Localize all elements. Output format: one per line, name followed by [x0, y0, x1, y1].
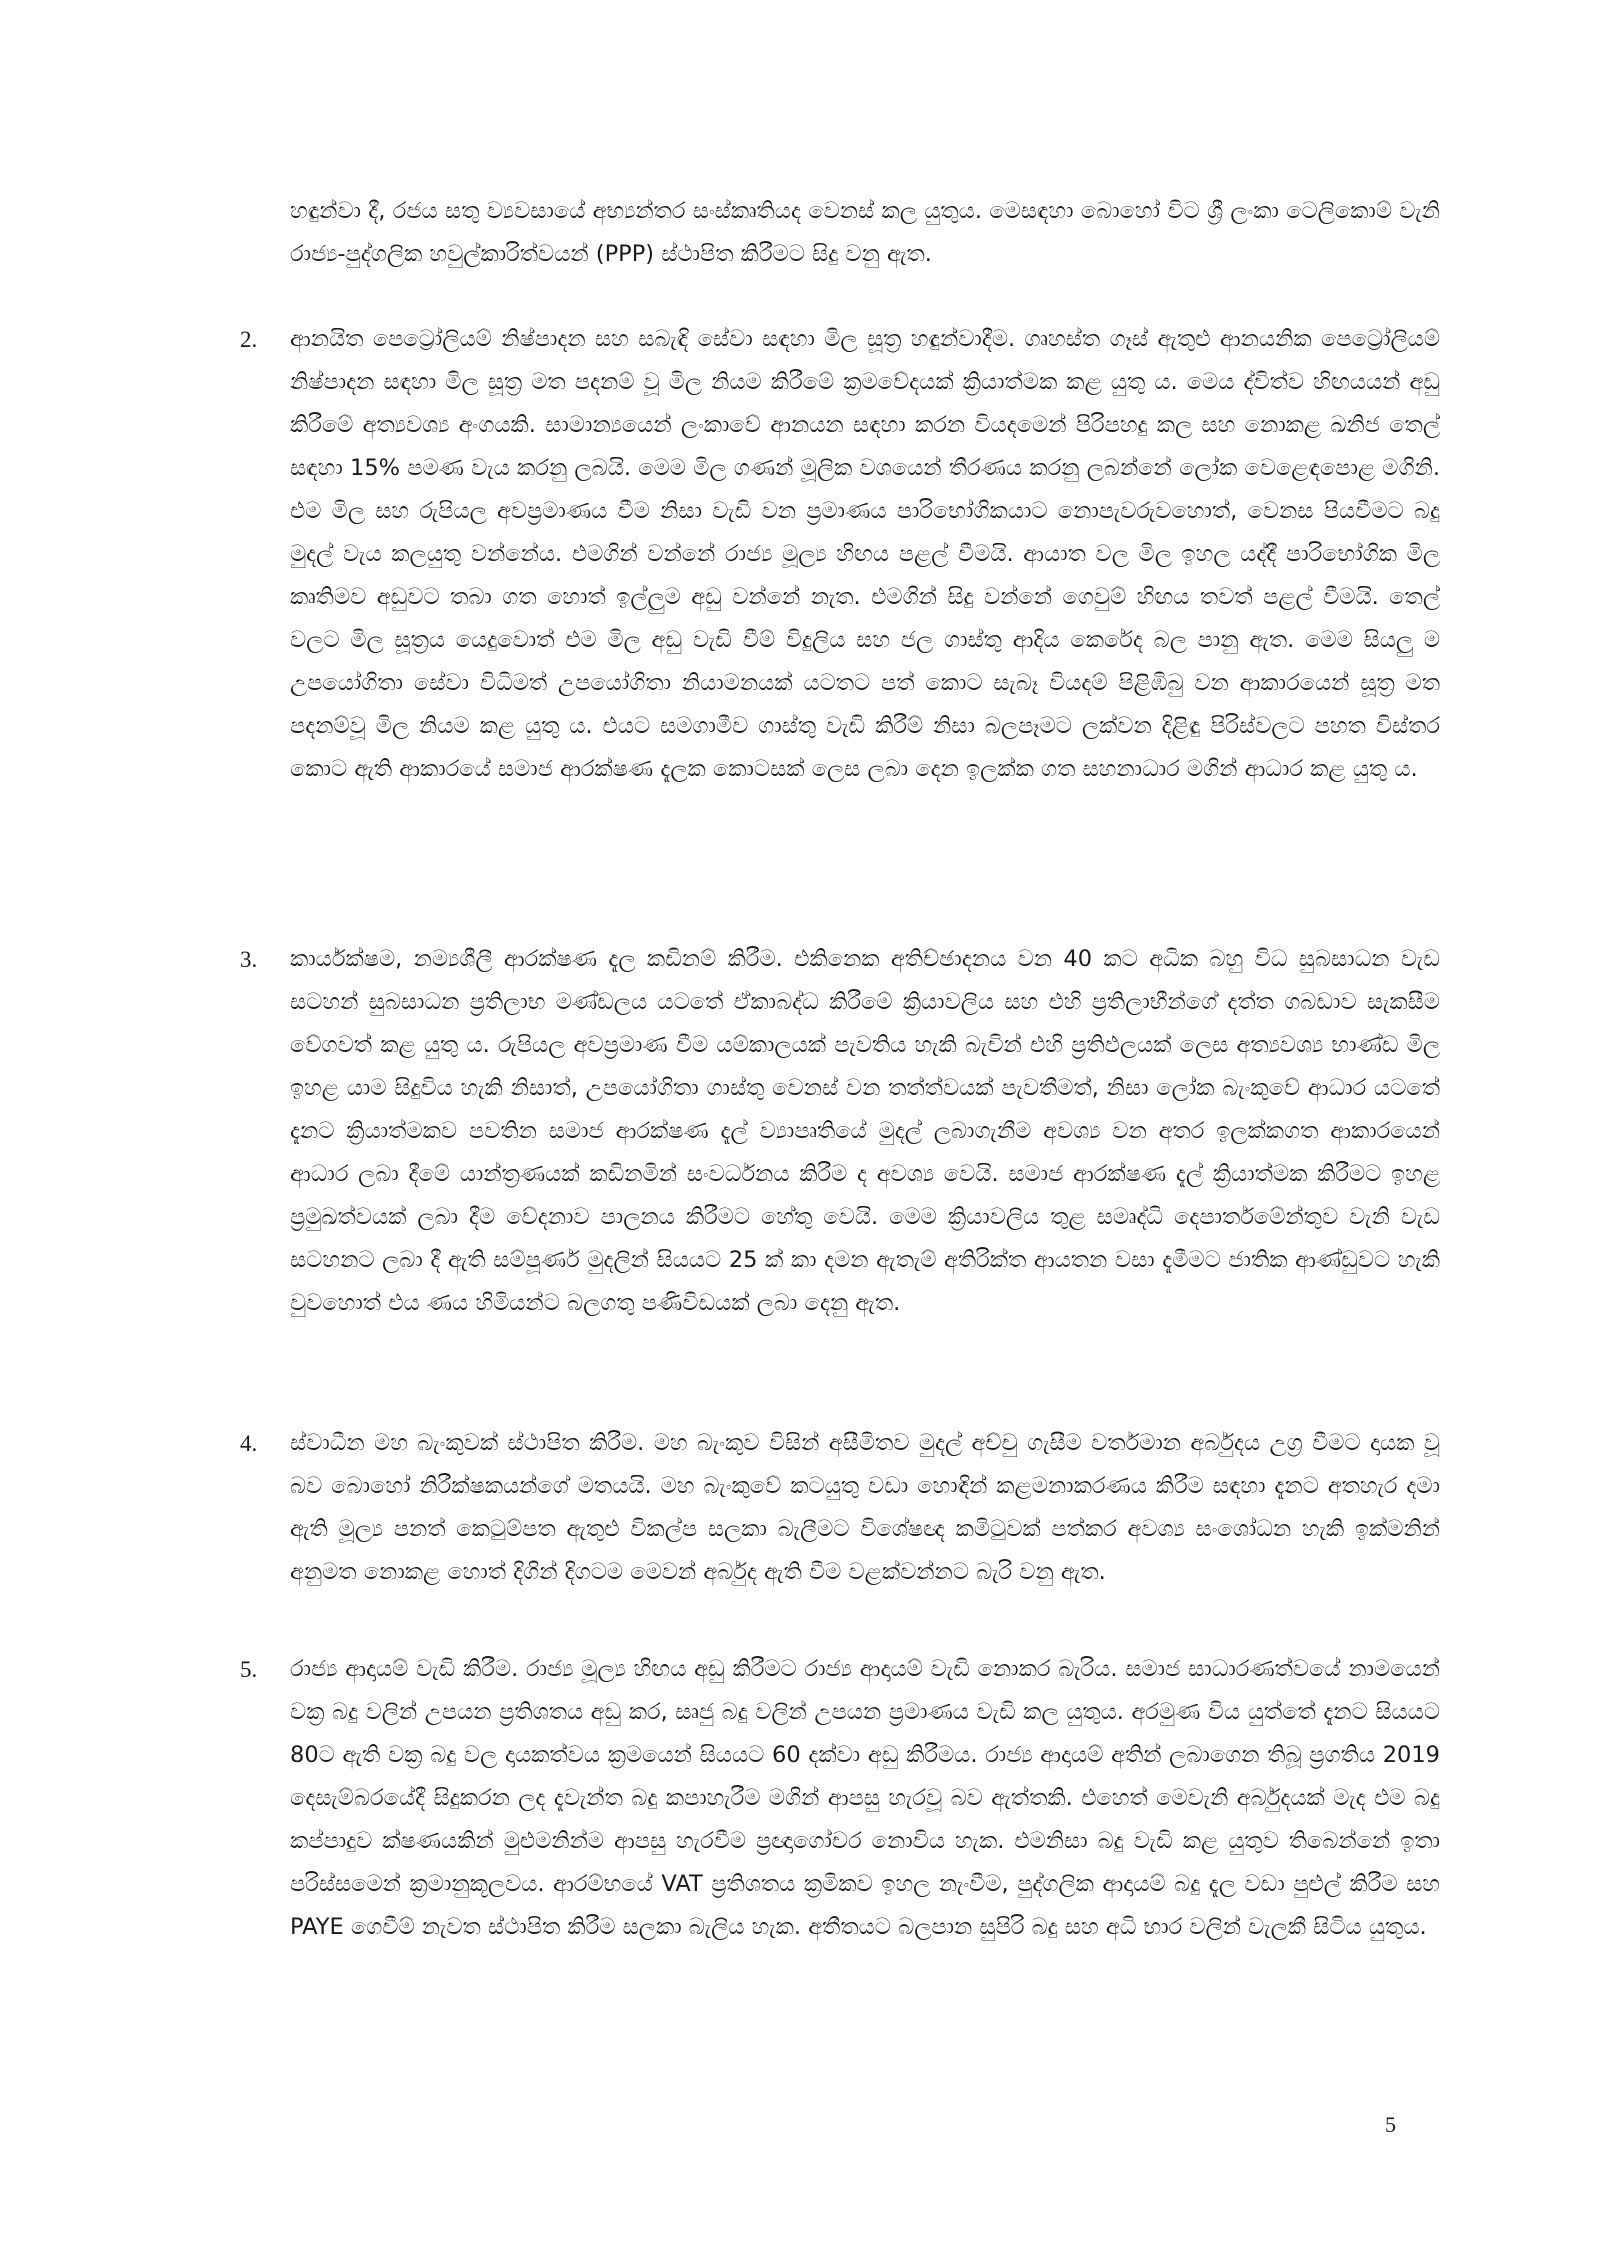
- item-text: රාජ්‍ය ආදායම් වැඩි කිරීම. රාජ්‍ය මූල්‍ය හිඟය අඩු කිරීමට රාජ්‍ය ආදායම් වැඩි නොකර බැරිය. සමාජ සාධාරණත්වයේ නාමයෙන් වක්‍ර බදු වලින් උපයන ප්‍රතිශතය අඩු කර, සෘජු බදු වලින් උපයන ප්‍රමාණය වැඩි කල යුතුය. අරමුණ විය යුත්තේ දැනට සියයට 80ට ඇති වක්‍ර බදු වල දායකත්වය ක්‍රමයෙන් සියයට 60 දක්වා අඩු කිරීමය. රාජ්‍ය ආදායම් අතින් ලබාගෙන තිබූ ප්‍රගතිය 2019 දෙසැම්බරයේදී සිදුකරන ලද දැවැන්ත බදු කපාහැරීම මගින් ආපසු හැරවූ බව ඇත්තකි. එහෙත් මෙවැනි අර්බුදයක් මැද එම බදු කප්පාදුව ක්ෂණයකින් මුළුමනින්ම ආපසු හැරවීම ප්‍රඥාගෝචර නොවිය හැක. එමනිසා බදු වැඩි කළ යුතුව තිබෙන්නේ ඉතා පරිස්සමෙන් ක්‍රමානුකූලවය. ආරම්භයේ VAT ප්‍රතිශතය ක්‍රමිකව ඉහල නැංවීම, පුද්ගලික ආදායම් බදු දැල වඩා පුළුල් කිරීම සහ PAYE ගෙවීම් නැවත ස්ථාපිත කිරීම සලකා බැලිය හැක. අතීතයට බලපාන සුපිරි බදු සහ අධි භාර වලින් වැලකී සිටිය යුතුය.: [290, 1656, 1440, 1940]
- item-text: ස්වාධීන මහ බැංකුවක් ස්ථාපිත කිරීම. මහ බැංකුව විසින් අසීමිතව මුදල් අච්චු ගැසීම වර්තමාන අර්බුදය උග්‍ර වීමට දායක වූ බව බොහෝ නිරීක්ෂකයන්ගේ මතයයි. මහ බැංකුවේ කටයුතු වඩා හොඳින් කළමනාකරණය කිරීම සඳහා දැනට අතහැර දමා ඇති මූල්‍ය පනත් කෙටුම්පත ඇතුළු විකල්ප සලකා බැලීමට විශේෂඥ කමිටුවක් පත්කර අවශ්‍ය සංශෝධන හැකි ඉක්මනින් අනුමත නොකළ හොත් දිගින් දිගටම මෙවන් අර්බුද ඇති වීම වළක්වන්නට බැරි වනු ඇත.: [290, 1430, 1440, 1585]
- item-number: 2.: [240, 327, 258, 352]
- item-number: 3.: [240, 947, 258, 972]
- list-item-3: [240, 938, 1440, 1325]
- list-item-5: [240, 1648, 1440, 1949]
- item-number: 5.: [240, 1657, 258, 1682]
- list-item-4: [240, 1422, 1440, 1594]
- item-text: ආනයිත පෙට්‍රෝලියම් නිෂ්පාදන සහ සබැඳි සේවා සඳහා මිල සූත්‍ර හඳුන්වාදීම. ගෘහස්ත ගෑස් ඇතුළු ආනයනික පෙට්‍රෝලියම් නිෂ්පාදන සඳහා මිල සූත්‍ර මත පදනම් වූ මිල නියම කිරීමේ ක්‍රමවේදයක් ක්‍රියාත්මක කළ යුතු ය. මෙය ද්විත්ව හිඟයයන් අඩු කිරීමේ අත්‍යවශ්‍ය අංගයකි. සාමාන්‍යයෙන් ලංකාවේ ආනයන සඳහා කරන වියදමෙන් පිරිපහදු කල සහ නොකළ ඛනිජ තෙල් සඳහා 15% පමණ වැය කරනු ලබයි. මෙම මිල ගණන් මූලික වශයෙන් තීරණය කරනු ලබන්නේ ලෝක වෙළෙඳපොළ මගිනි. එම මිල සහ රුපියල අවප්‍රමාණය වීම නිසා වැඩි වන ප්‍රමාණය පාරිභෝගිකයාට නොපැවරුවහොත්, වෙනස පියවීමට බදු මුදල් වැය කලයුතු වන්නේය. එමගින් වන්නේ රාජ්‍ය මූල්‍ය හිඟය පළල් වීමයි. ආයාත වල මිල ඉහල යද්දී පාරිභෝගික මිල කෘතිමව අඩුවට තබා ගත හොත් ඉල්ලුම අඩු වන්නේ නැත. එමගින් සිදු වන්නේ ගෙවුම් හිඟය තවත් පළල් වීමයි. තෙල් වලට මිල සූත්‍රය යෙදුවොත් එම මිල අඩු වැඩි වීම් විදුලිය සහ ජල ගාස්තු ආදිය කෙරේද බල පානු ඇත. මෙම සියලු ම උපයෝගිතා සේවා විධිමත් උපයෝගිතා නියාමනයක් යටතට පත් කොට සැබෑ වියදම් පිළිඹිබු වන ආකාරයෙන් සූත්‍ර මත පදනම්වූ මිල නියම කළ යුතු ය. එයට සමගාමීව ගාස්තු වැඩි කිරීම් නිසා බලපෑමට ලක්වන දිළිඳු පිරිස්වලට පහත විස්තර කොට ඇති ආකාරයේ සමාජ ආරක්ෂණ දැලක කොටසක් ලෙස ලබා දෙන ඉලක්ක ගත සහනාධාර මගින් ආධාර කළ යුතු ය.: [290, 326, 1440, 782]
- item-number: 4.: [240, 1431, 258, 1456]
- intro-paragraph: හඳුන්වා දී, රජය සතු ව්‍යවසායේ අභ්‍යන්තර සංස්කෘතියද වෙනස් කල යුතුය. මෙසඳහා බොහෝ විට ශ්‍රී ලංකා ටෙලිකොම් වැනි රාජ්‍ය-පුද්ගලික හවුල්කාරිත්වයන් (PPP) ස්ථාපිත කිරීමට සිදු වනු ඇත.: [290, 198, 1440, 267]
- item-text: කාර්යක්ෂම, නම්‍යශීලී ආරක්ෂණ දැල කඩිනම් කිරීම. එකිනෙක අතිච්ඡාදනය වන 40 කට අධික බහු විධ සුබසාධන වැඩ සටහන් සුබසාධන ප්‍රතිලාභ මණ්ඩලය යටතේ ඒකාබද්ධ කිරීමේ ක්‍රියාවලිය සහ එහි ප්‍රතිලාභීන්ගේ දත්ත ගබඩාව සැකසීම වේගවත් කළ යුතු ය. රුපියල අවප්‍රමාණ වීම යම්කාලයක් පැවතිය හැකි බැවින් එහි ප්‍රතිඵලයක් ලෙස අත්‍යවශ්‍ය භාණ්ඩ මිල ඉහළ යාම සිදුවිය හැකි නිසාත්, උපයෝගිතා ගාස්තු වෙනස් වන තත්ත්වයක් පැවතීමත්, නිසා ලෝක බැංකුවේ ආධාර යටතේ දැනට ක්‍රියාත්මකව පවතින සමාජ ආරක්ෂණ දැල් ව්‍යාපෘතියේ මුදල් ලබාගැනීම අවශ්‍ය වන අතර ඉලක්කගත ආකාරයෙන් ආධාර ලබා දීමේ යාන්ත්‍රණයක් කඩිනමින් සංවර්ධනය කිරීම ද අවශ්‍ය වෙයි. සමාජ ආරක්ෂණ දැල් ක්‍රියාත්මක කිරීමට ඉහළ ප්‍රමුඛත්වයක් ලබා දීම වේදනාව පාලනය කිරීමට හේතු වෙයි. මෙම ක්‍රියාවලිය තුළ සමෘද්ධි දෙපාර්තමේන්තුව වැනි වැඩ සටහනට ලබා දී ඇති සම්පූර්ණ මුදලින් සියයට 25 ක් කා දමන ඇතැම් අතිරික්ත ආයතන වසා දැමීමට ජාතික ආණ්ඩුවට හැකි වුවහොත් එය ණය හිමියන්ට බලගතු පණිවිඩයක් ලබා දෙනු ඇත.: [290, 946, 1440, 1316]
- page-number: 5: [1385, 2112, 1396, 2137]
- list-item-2: [240, 318, 1440, 791]
